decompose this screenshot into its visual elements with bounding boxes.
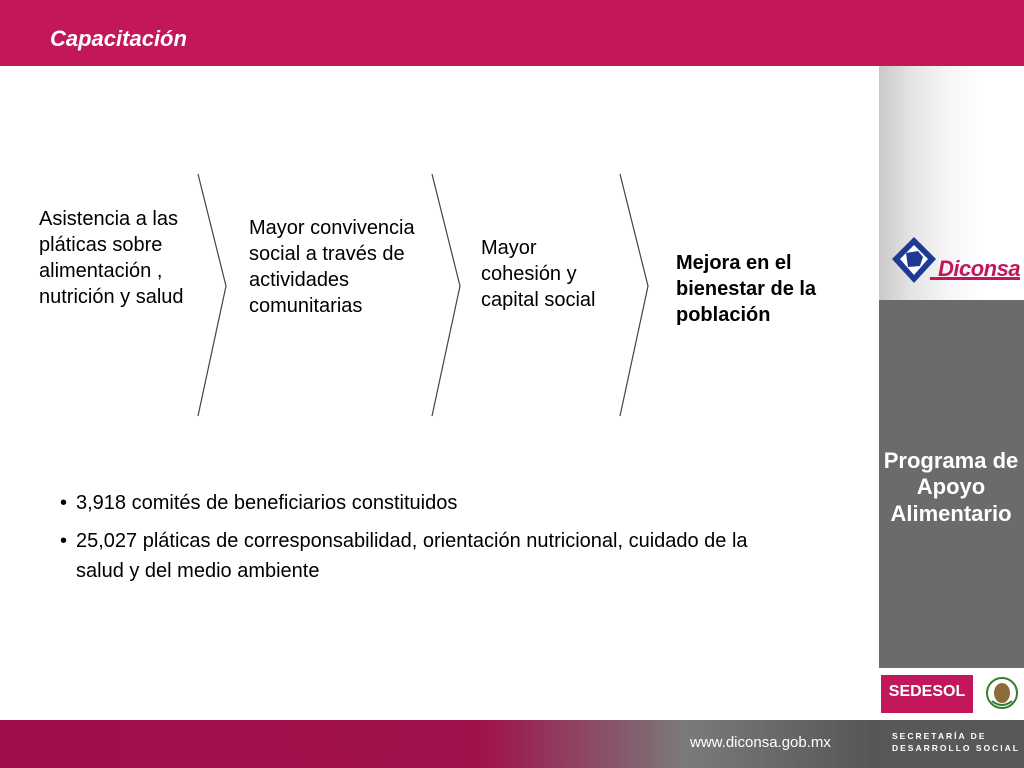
flow-step-2: Mayor convivencia social a través de actividades comunitarias: [249, 217, 415, 317]
bullet-list: [60, 488, 790, 594]
chevron-right-icon: [196, 172, 230, 420]
secretaria-label: [892, 730, 1020, 754]
diconsa-logo-text: Diconsa: [938, 256, 1021, 281]
sedesol-label: SEDESOL: [888, 683, 966, 700]
flow-step-4-result: Mejora en el bienestar de la población: [676, 252, 817, 326]
bullet-text: 25,027 pláticas de corresponsabilidad, orientación nutricional, cuidado de la salud y del medio ambiente: [76, 530, 748, 582]
secretaria-line1: SECRETARÍA DE: [892, 731, 987, 741]
secretaria-line2: DESARROLLO SOCIAL: [892, 743, 1020, 753]
bullet-icon: •: [60, 530, 68, 552]
flow-step-1: Asistencia a las pláticas sobre alimentación , nutrición y salud: [39, 208, 184, 308]
chevron-right-icon: [618, 172, 652, 420]
flow-step-3: Mayor cohesión y capital social: [481, 237, 596, 311]
header-bar: [0, 0, 1024, 66]
chevron-right-icon: [430, 172, 464, 420]
program-title: Programa de Apoyo Alimentario: [883, 448, 1019, 526]
mexico-seal-icon: [984, 671, 1020, 715]
bullet-text: 3,918 comités de beneficiarios constituidos: [76, 492, 458, 514]
bullet-item: [60, 526, 790, 586]
bullet-icon: •: [60, 492, 68, 514]
page-title: Capacitación: [50, 26, 187, 51]
bullet-item: [60, 488, 790, 518]
footer-url-link[interactable]: www.diconsa.gob.mx: [690, 734, 831, 751]
